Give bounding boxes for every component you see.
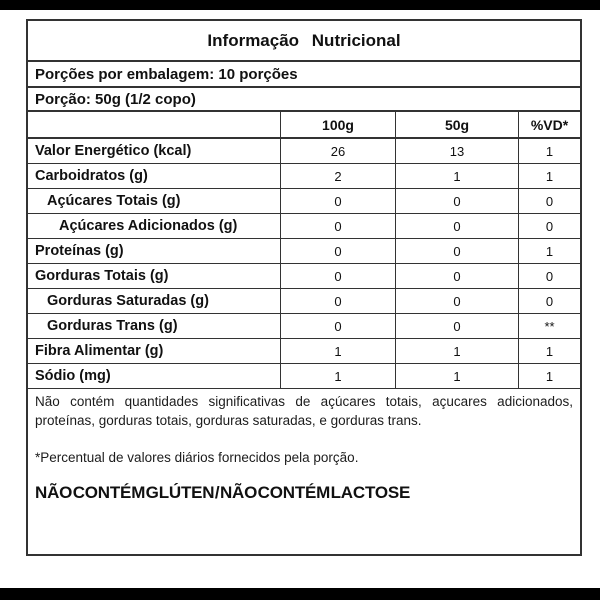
row-value: 0 bbox=[395, 289, 518, 314]
row-value: 0 bbox=[280, 289, 395, 314]
row-value: 0 bbox=[518, 214, 580, 239]
row-value: 0 bbox=[518, 289, 580, 314]
label-footnotes bbox=[28, 389, 580, 503]
row-label-fibra-alimentar: Fibra Alimentar (g) bbox=[28, 339, 280, 364]
row-value: 0 bbox=[280, 189, 395, 214]
top-black-bar bbox=[0, 0, 600, 10]
row-label-proteinas: Proteínas (g) bbox=[28, 239, 280, 264]
row-value: 1 bbox=[280, 339, 395, 364]
column-header-50g: 50g bbox=[395, 112, 518, 139]
nutrition-facts-table bbox=[26, 19, 582, 556]
row-label-carboidratos: Carboidratos (g) bbox=[28, 164, 280, 189]
row-value: 0 bbox=[280, 214, 395, 239]
row-value: 13 bbox=[395, 139, 518, 164]
row-value: 1 bbox=[280, 364, 395, 389]
column-header-empty bbox=[28, 112, 280, 139]
row-label-gorduras-totais: Gorduras Totais (g) bbox=[28, 264, 280, 289]
label-title: Informação Nutricional bbox=[28, 21, 580, 62]
row-value: 1 bbox=[518, 164, 580, 189]
nutrient-grid bbox=[28, 112, 580, 389]
row-value: 1 bbox=[395, 164, 518, 189]
row-label-gorduras-trans: Gorduras Trans (g) bbox=[28, 314, 280, 339]
row-value: 0 bbox=[280, 314, 395, 339]
row-value: 1 bbox=[518, 339, 580, 364]
column-header-100g: 100g bbox=[280, 112, 395, 139]
row-value: 0 bbox=[395, 264, 518, 289]
row-label-acucares-totais: Açúcares Totais (g) bbox=[28, 189, 280, 214]
row-value: 0 bbox=[395, 239, 518, 264]
row-value: 1 bbox=[518, 139, 580, 164]
row-value: 0 bbox=[280, 239, 395, 264]
servings-per-package: Porções por embalagem: 10 porções bbox=[28, 62, 580, 88]
row-value: 0 bbox=[395, 314, 518, 339]
row-value: 0 bbox=[518, 264, 580, 289]
row-value: 0 bbox=[518, 189, 580, 214]
row-value: 0 bbox=[395, 214, 518, 239]
row-value: 0 bbox=[280, 264, 395, 289]
column-header-vd: %VD* bbox=[518, 112, 580, 139]
allergen-claim: NÃO CONTÉM GLÚTEN / NÃO CONTÉM LACTOSE bbox=[35, 483, 411, 502]
row-value: 1 bbox=[395, 339, 518, 364]
row-label-valor-energetico: Valor Energético (kcal) bbox=[28, 139, 280, 164]
row-label-sodio: Sódio (mg) bbox=[28, 364, 280, 389]
bottom-black-bar bbox=[0, 588, 600, 600]
row-value: 1 bbox=[395, 364, 518, 389]
row-label-gorduras-saturadas: Gorduras Saturadas (g) bbox=[28, 289, 280, 314]
row-value: 1 bbox=[518, 364, 580, 389]
row-value: 1 bbox=[518, 239, 580, 264]
row-value: ** bbox=[518, 314, 580, 339]
daily-value-footnote: *Percentual de valores diários fornecidos pela porção. bbox=[35, 450, 359, 465]
row-value: 2 bbox=[280, 164, 395, 189]
row-value: 0 bbox=[395, 189, 518, 214]
no-significant-amounts-note: Não contém quantidades significativas de açúcares totais, açucares adicionados, proteínas, gorduras totais, gorduras saturadas, e gorduras trans. bbox=[35, 394, 573, 428]
row-label-acucares-adicionados: Açúcares Adicionados (g) bbox=[28, 214, 280, 239]
row-value: 26 bbox=[280, 139, 395, 164]
serving-size: Porção: 50g (1/2 copo) bbox=[28, 88, 580, 112]
